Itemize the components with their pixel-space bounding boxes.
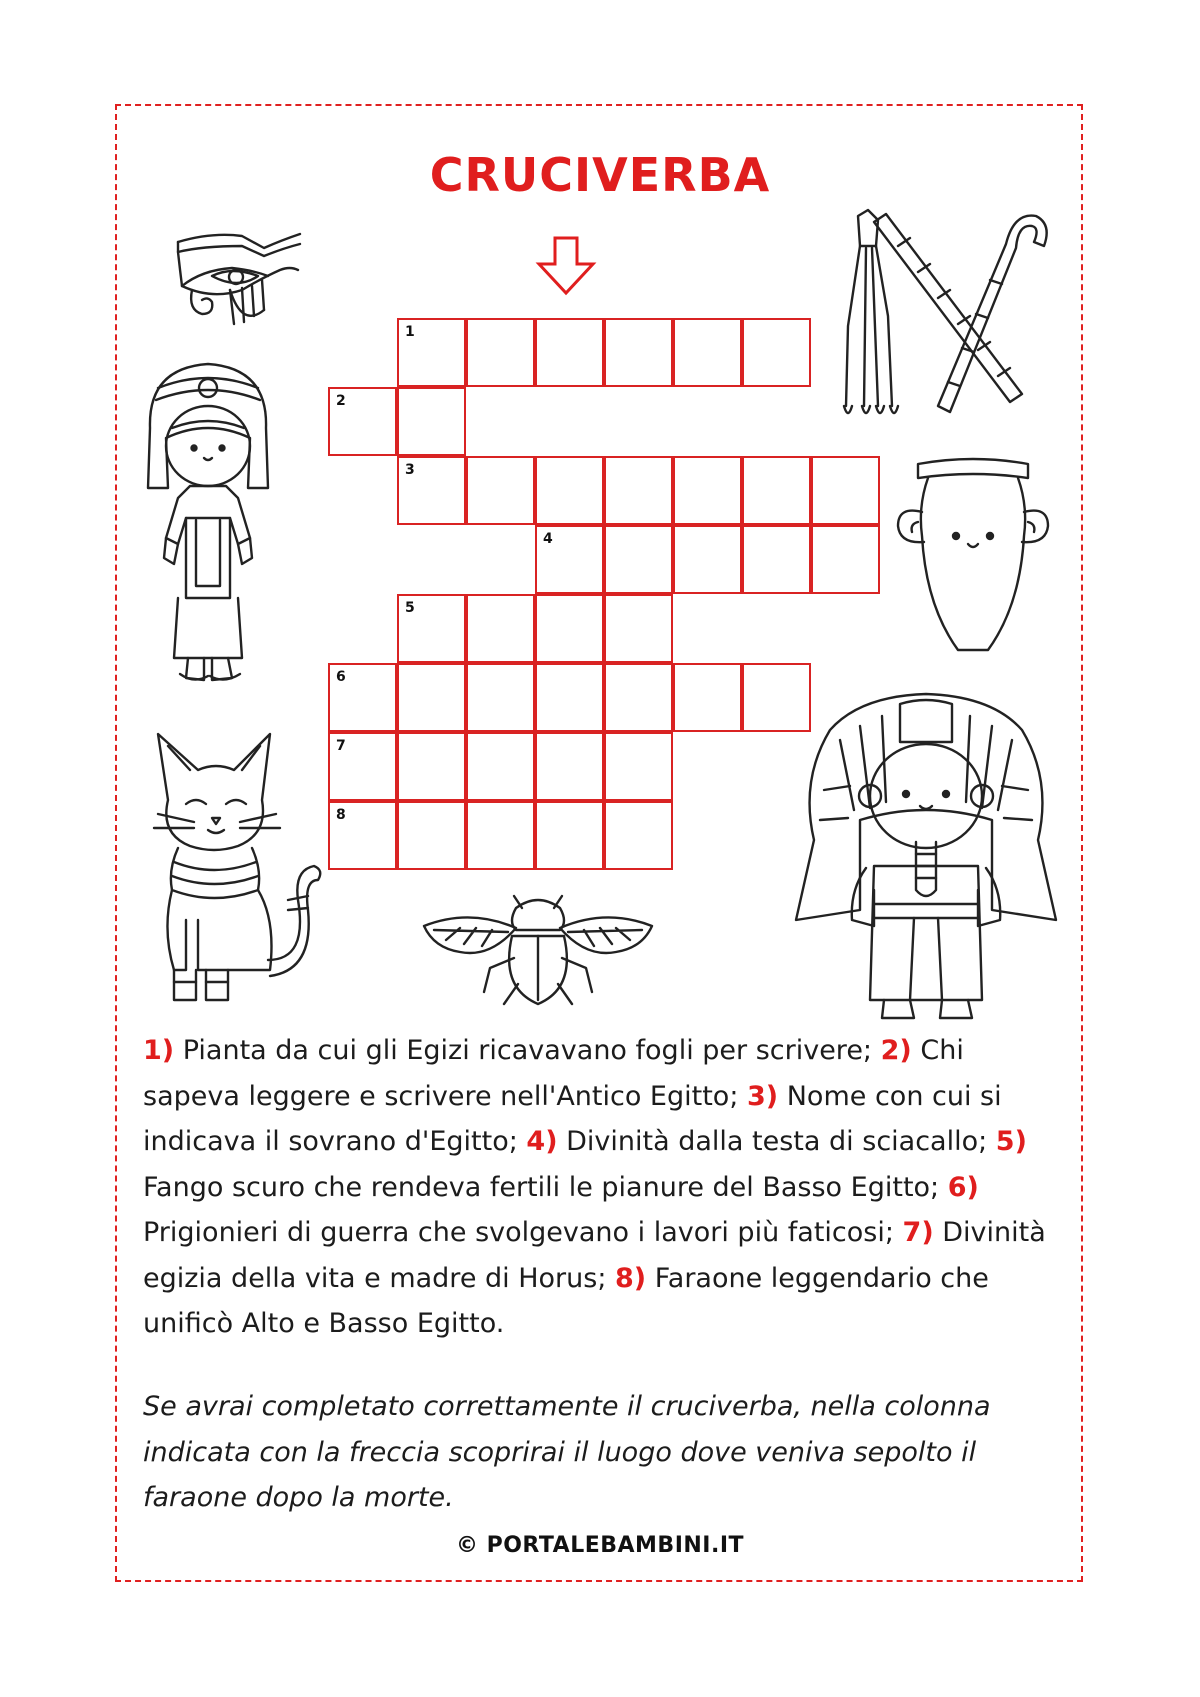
clue-number-label: 5) <box>995 1126 1027 1157</box>
crossword-cell[interactable] <box>397 318 466 387</box>
cat-icon <box>138 730 328 1015</box>
crossword-cell[interactable] <box>535 525 604 594</box>
clue-number: 5 <box>405 600 415 616</box>
clue-number-label: 4) <box>526 1126 558 1157</box>
clue-number-label: 2) <box>880 1035 912 1066</box>
clue-number-label: 6) <box>947 1171 979 1203</box>
crossword-cell[interactable] <box>604 318 673 387</box>
crossword-cell[interactable] <box>742 525 811 594</box>
egyptian-girl-icon <box>138 358 278 688</box>
page-title: CRUCIVERBA <box>429 148 771 202</box>
clue-text: Chi sapeva leggere e scrivere nell'Antico Egitto; <box>143 1035 964 1112</box>
crossword-cell[interactable] <box>742 456 811 525</box>
clue-number-label: 7) <box>902 1217 934 1248</box>
crossword-cell[interactable] <box>604 732 673 801</box>
crossword-cell[interactable] <box>466 801 535 870</box>
crossword-cell[interactable] <box>811 456 880 525</box>
clue-number: 2 <box>336 393 346 409</box>
clue-number: 7 <box>336 738 346 754</box>
crossword-cell[interactable] <box>328 663 397 732</box>
crossword-cell[interactable] <box>535 594 604 663</box>
crossword-cell[interactable] <box>604 594 673 663</box>
crossword-cell[interactable] <box>328 732 397 801</box>
crossword-cell[interactable] <box>397 387 466 456</box>
crossword-cell[interactable] <box>397 456 466 525</box>
crossword-cell[interactable] <box>397 663 466 732</box>
clue-number-label: 3) <box>747 1080 779 1112</box>
crossword-cell[interactable] <box>535 456 604 525</box>
clue-text: Pianta da cui gli Egizi ricavavano fogli per scrivere; <box>174 1035 881 1066</box>
crossword-cell[interactable] <box>673 663 742 732</box>
clue-text: Nome con cui si indicava il sovrano d'Egitto; <box>143 1080 1002 1157</box>
crossword-cell[interactable] <box>535 318 604 387</box>
crossword-cell[interactable] <box>466 732 535 801</box>
clue-number-label: 1) <box>143 1035 175 1066</box>
clue-number: 4 <box>543 531 553 547</box>
crossword-cell[interactable] <box>397 594 466 663</box>
crossword-cell[interactable] <box>604 456 673 525</box>
crossword-cell[interactable] <box>604 801 673 870</box>
crossword-cell[interactable] <box>673 525 742 594</box>
clue-text: Divinità egizia della vita e madre di Horus; <box>143 1217 1046 1294</box>
pharaoh-icon <box>790 690 1062 1022</box>
copyright-footer: © PORTALEBAMBINI.IT <box>455 1533 745 1558</box>
clue-text: Fango scuro che rendeva fertili le pianure del Basso Egitto; <box>143 1171 948 1203</box>
crossword-cell[interactable] <box>328 387 397 456</box>
crossword-cell[interactable] <box>535 732 604 801</box>
crossword-cell[interactable] <box>535 801 604 870</box>
clues-paragraph <box>143 1028 1063 1347</box>
clue-number: 1 <box>405 324 415 340</box>
crossword-cell[interactable] <box>604 525 673 594</box>
crossword-cell[interactable] <box>535 663 604 732</box>
crossword-cell[interactable] <box>811 525 880 594</box>
crossword-cell[interactable] <box>328 801 397 870</box>
instructions-note: Se avrai completato correttamente il cruciverba, nella colonna indicata con la freccia scoprirai il luogo dove veniva sepolto il faraone dopo la morte. <box>143 1391 991 1513</box>
vase-icon <box>888 456 1058 656</box>
crossword-cell[interactable] <box>397 801 466 870</box>
scarab-icon <box>420 888 656 1018</box>
crossword-cell[interactable] <box>466 318 535 387</box>
crossword-cell[interactable] <box>673 318 742 387</box>
crossword-cell[interactable] <box>604 663 673 732</box>
clue-number-label: 8) <box>615 1262 647 1294</box>
clue-text: Faraone leggendario che unificò Alto e Basso Egitto. <box>143 1262 989 1339</box>
eye-of-horus-icon <box>172 230 307 330</box>
crossword-cell[interactable] <box>466 456 535 525</box>
crossword-cell[interactable] <box>466 594 535 663</box>
crossword-cell[interactable] <box>466 663 535 732</box>
clue-number: 8 <box>336 807 346 823</box>
clue-text: Divinità dalla testa di sciacallo; <box>557 1126 996 1157</box>
clue-number: 3 <box>405 462 415 478</box>
crossword-cell[interactable] <box>397 732 466 801</box>
crossword-cell[interactable] <box>742 318 811 387</box>
crook-and-flail-icon <box>838 206 1058 428</box>
crossword-cell[interactable] <box>673 456 742 525</box>
clue-number: 6 <box>336 669 346 685</box>
down-arrow-icon <box>535 236 597 300</box>
clue-text: Prigionieri di guerra che svolgevano i lavori più faticosi; <box>143 1217 903 1248</box>
